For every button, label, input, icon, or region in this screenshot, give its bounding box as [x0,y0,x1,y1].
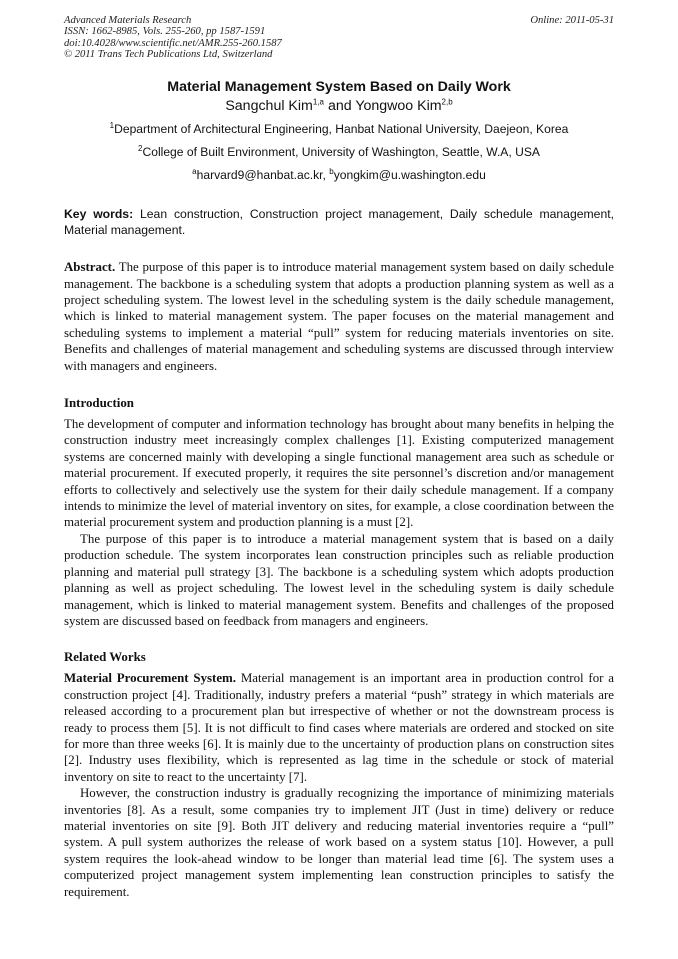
email-mark: a [192,167,197,177]
body-paragraph: The purpose of this paper is to introduce a material management system that is based on a daily production schedule. The system incorporates lean construction principles such as reliable production planning and material pull strategy [3]. The backbone is a scheduling system which adopts production planning as well as project scheduling. The lowest level in the scheduling system is daily schedule management, which is linked to material management system. Benefits and challenges of the proposed system are discussed based on feedback from managers and engineers. [64,531,614,628]
affiliation-text: Department of Architectural Engineering, Hanbat National University, Daejeon, Korea [114,122,569,137]
affiliation-2 [64,145,614,160]
keywords-text: Lean construction, Construction project management, Daily schedule management, Material management. [64,207,614,238]
author-name: Yongwoo Kim [355,98,442,115]
keywords-label: Key words: [64,207,134,222]
subsection-heading: Material Procurement System. [64,671,237,686]
paragraph-text: Material management is an important area in production control for a construction project [4]. Traditionally, industry prefers a material “push” strategy in which materials are released according to a procurement plan but irrespective of whether or not the downstream process is ready to process them [5]. It is not difficult to find cases where materials are ordered and stocked on site for more than three weeks [6]. It is mainly due to the uncertainty of production plans on construction sites [2]. Industry uses flexibility, which is represented as lag time in the schedule or stock of material inventory on site to react to the uncertainty [7]. [64,671,615,784]
affiliation-mark: 1 [109,121,115,131]
affiliation-text: College of Built Environment, University of Washington, Seattle, W.A, USA [142,145,540,160]
journal-header [64,15,614,60]
abstract-text: The purpose of this paper is to introduce material management system based on daily schedule management. The backbone is a scheduling system that adopts a production planning system as well as a project scheduling system. The lowest level in the scheduling system is the daily schedule management, which is linked to material management system. The paper focuses on the material management and scheduling systems to implement a material “pull” system for reducing materials inventories on site. Benefits and challenges of material management and scheduling systems are discussed through interview with managers and engineers. [64,260,614,373]
paper-title: Material Management System Based on Daily Work [167,79,511,96]
author-emails [64,168,614,183]
keywords [64,206,614,238]
author-affiliation-mark: 2,b [441,97,453,107]
author-line [64,97,614,115]
body-paragraph: The development of computer and information technology has brought about many benefits in helping the construction industry meet increasingly complex challenges [1]. Existing computerized management systems are concerned mainly with developing a single functional management area such as schedule or material procurement. If executed properly, it requires the site personnel’s discretion and/or management efforts to collectively and selectively use the system for their daily schedule management. If a company intends to minimize the level of material inventory on sites, for example, a close coordination between the material procurement system and production planning is a must [2]. [64,417,614,530]
author-name: Sangchul Kim [225,98,313,115]
journal-name: Advanced Materials Research [64,15,192,26]
journal-doi: doi:10.4028/www.scientific.net/AMR.255-260.1587 [64,37,282,49]
affiliation-1 [64,122,614,137]
author-affiliation-mark: 1,a [312,97,324,107]
email-address: yongkim@u.washington.edu [333,168,486,183]
section-heading-introduction: Introduction [64,396,134,411]
body-paragraph: However, the construction industry is gradually recognizing the importance of minimizing materials inventories [8]. As a result, some companies try to implement JIT (Just in time) delivery or reduce material inventories on site [9]. Both JIT delivery and reducing material inventories require a “pull” system. A pull system authorizes the release of work based on a system status [10]. However, a pull system requires the look-ahead window to be longer than material lead time [6]. The system uses a computerized project management system implementing lean construction principles to satisfy the requirement. [64,786,614,899]
journal-issn: ISSN: 1662-8985, Vols. 255-260, pp 1587-1591 [64,26,266,38]
section-heading-related-works: Related Works [64,650,146,665]
email-address: harvard9@hanbat.ac.kr, [196,168,330,183]
journal-copyright: © 2011 Trans Tech Publications Ltd, Switzerland [64,48,273,60]
online-date: Online: 2011-05-31 [530,15,614,26]
email-mark: b [329,167,334,177]
author-conjunction: and [324,98,356,115]
abstract [64,259,614,374]
paper-page [64,15,614,900]
affiliation-mark: 2 [138,144,143,154]
body-paragraph [64,670,614,785]
abstract-label: Abstract. [64,260,116,275]
